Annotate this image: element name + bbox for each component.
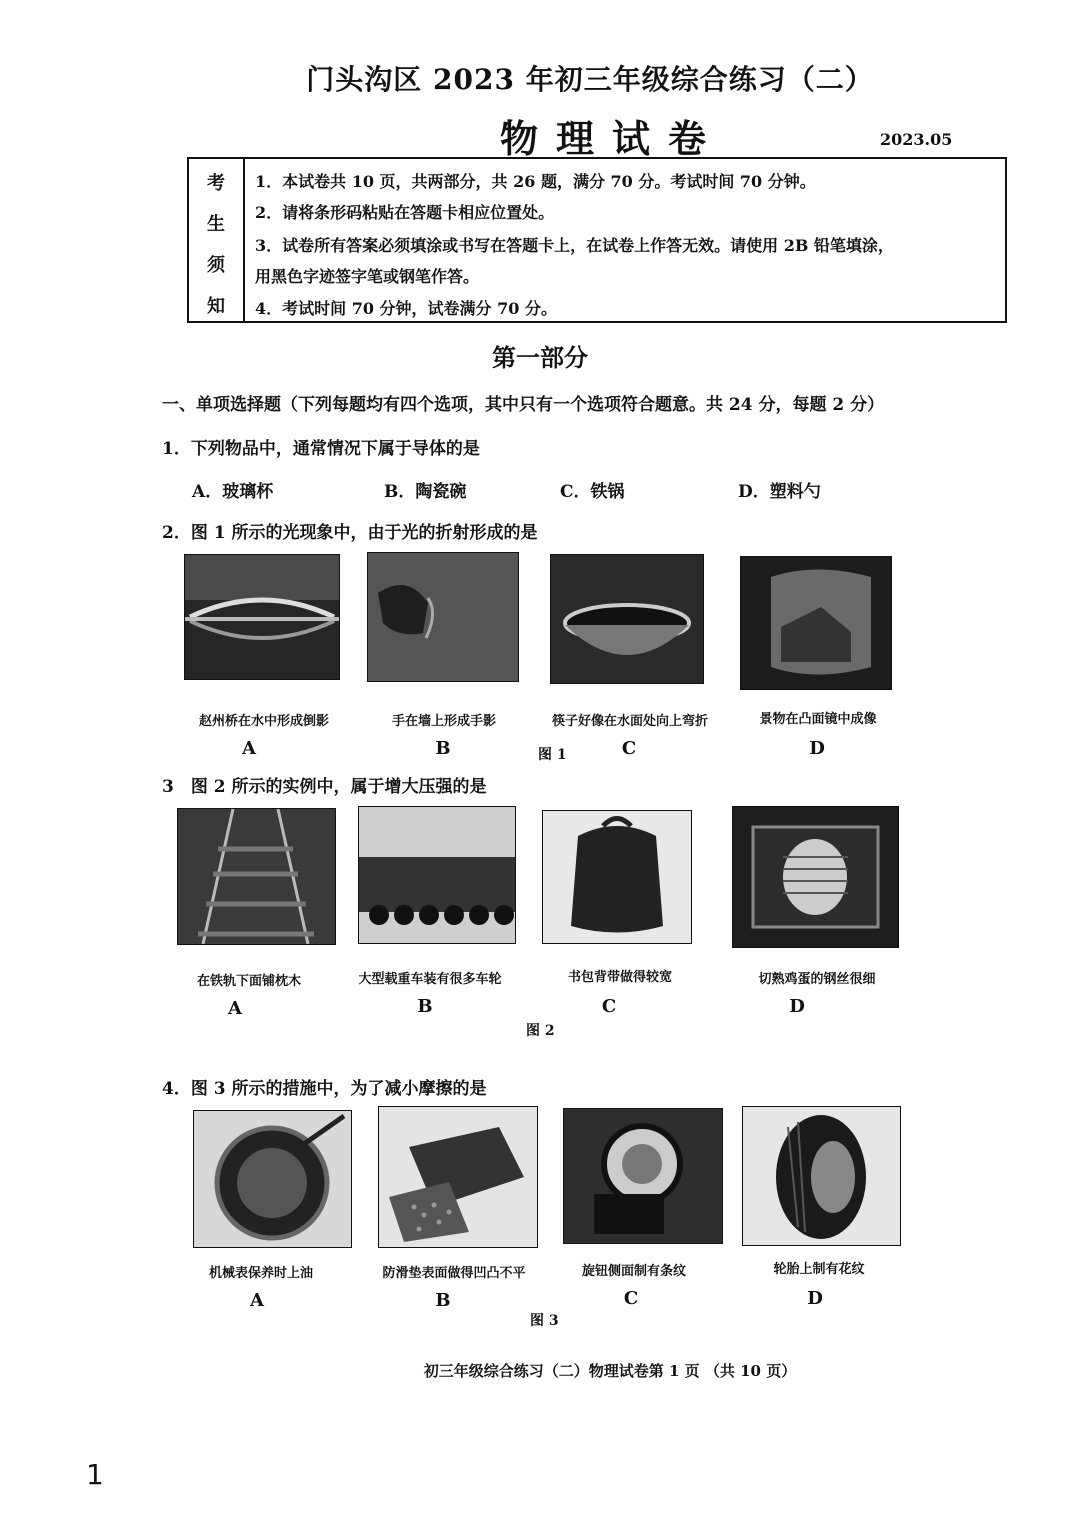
q1-option-c: C．铁锅 (560, 482, 625, 502)
watch-oiling-photo (193, 1110, 352, 1248)
exam-subtitle: 物理试卷 (500, 116, 725, 161)
notice-side-char: 知 (207, 296, 225, 317)
hand-shadow-photo (367, 552, 519, 682)
q4-letter-b: B (435, 1290, 451, 1311)
q3-letter-a: A (228, 998, 242, 1019)
q2-caption-d: 景物在凸面镜中成像 (759, 712, 877, 727)
notice-side-label (189, 159, 245, 321)
q4-caption-d: 轮胎上制有花纹 (773, 1262, 865, 1277)
notice-side-char: 须 (207, 255, 225, 276)
question-3-text: 3 图 2 所示的实例中，属于增大压强的是 (162, 777, 487, 797)
candidate-notice-box (187, 157, 1007, 323)
q4-letter-d: D (807, 1288, 823, 1309)
page-number: 1 (86, 1458, 104, 1491)
notice-line: 1．本试卷共 10 页，共两部分，共 26 题，满分 70 分。考试时间 70 分钟。 (255, 172, 816, 191)
bridge-reflection-photo (184, 554, 340, 680)
tire-photo (742, 1106, 901, 1246)
q1-option-a: A．玻璃杯 (192, 482, 274, 502)
q2-letter-b: B (435, 738, 451, 759)
question-1-text: 1．下列物品中，通常情况下属于导体的是 (162, 439, 480, 459)
page-footer: 初三年级综合练习（二）物理试卷第 1 页 （共 10 页） (423, 1362, 797, 1380)
q2-letter-d: D (809, 738, 825, 759)
section-title: 一、单项选择题（下列每题均有四个选项，其中只有一个选项符合题意。共 24 分，每题 2 分） (162, 395, 885, 415)
heavy-truck-photo (358, 806, 516, 944)
exam-title: 门头沟区 2023 年初三年级综合练习（二） (306, 63, 874, 96)
notice-line: 用黑色字迹签字笔或钢笔作答。 (255, 267, 480, 286)
notice-line: 3．试卷所有答案必须填涂或书写在答题卡上，在试卷上作答无效。请使用 2B 铅笔填涂， (255, 236, 894, 255)
q3-caption-b: 大型载重车装有很多车轮 (358, 972, 502, 987)
q3-letter-b: B (417, 996, 433, 1017)
chopsticks-bowl-photo (550, 554, 704, 684)
q3-letter-c: C (601, 996, 617, 1017)
anti-slip-mat-photo (378, 1106, 538, 1248)
knob-photo (563, 1108, 723, 1244)
q4-letter-a: A (250, 1290, 264, 1311)
q2-letter-a: A (242, 738, 256, 759)
q4-caption-c: 旋钮侧面制有条纹 (581, 1264, 686, 1279)
question-4-text: 4．图 3 所示的措施中，为了减小摩擦的是 (162, 1079, 487, 1099)
railway-sleepers-photo (177, 808, 336, 945)
q2-caption-b: 手在墙上形成手影 (391, 714, 496, 729)
figure-1-label: 图 1 (538, 747, 567, 763)
q3-caption-c: 书包背带做得较宽 (567, 970, 672, 985)
q2-letter-c: C (621, 738, 637, 759)
q3-caption-d: 切熟鸡蛋的钢丝很细 (758, 972, 876, 987)
q1-option-d: D．塑料勺 (738, 482, 821, 502)
part-title: 第一部分 (492, 343, 588, 372)
q2-caption-c: 筷子好像在水面处向上弯折 (551, 714, 708, 729)
notice-line: 4．考试时间 70 分钟，试卷满分 70 分。 (255, 299, 557, 318)
q3-caption-a: 在铁轨下面铺枕木 (196, 974, 301, 989)
egg-slicer-photo (732, 806, 899, 948)
q4-letter-c: C (623, 1288, 639, 1309)
q1-option-b: B．陶瓷碗 (384, 482, 467, 502)
figure-3-label: 图 3 (530, 1313, 559, 1329)
convex-mirror-photo (740, 556, 892, 690)
backpack-photo (542, 810, 692, 944)
q2-caption-a: 赵州桥在水中形成倒影 (198, 714, 329, 729)
notice-line: 2．请将条形码粘贴在答题卡相应位置处。 (255, 203, 555, 222)
figure-2-label: 图 2 (526, 1023, 555, 1039)
notice-side-char: 考 (207, 173, 225, 194)
q4-caption-a: 机械表保养时上油 (208, 1266, 313, 1281)
q4-caption-b: 防滑垫表面做得凹凸不平 (382, 1266, 526, 1281)
q3-letter-d: D (789, 996, 805, 1017)
notice-side-char: 生 (207, 214, 225, 235)
question-2-text: 2．图 1 所示的光现象中，由于光的折射形成的是 (162, 523, 538, 543)
exam-date: 2023.05 (880, 130, 953, 149)
